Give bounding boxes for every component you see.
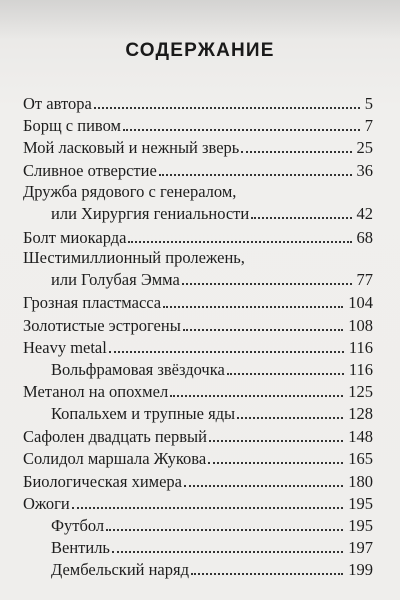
toc-entry-title: Сливное отверстие [23, 161, 157, 180]
toc-entry-page: 104 [348, 293, 373, 312]
toc-entry [23, 291, 373, 313]
toc-subentry [51, 358, 373, 380]
toc-entry-title: Футбол [51, 516, 105, 535]
toc-entry [51, 202, 373, 224]
toc-entry-title: Мой ласковый и нежный зверь [23, 138, 240, 157]
toc-entry-continuation: или Голубая Эмма [51, 270, 180, 289]
page-title: СОДЕРЖАНИЕ [125, 40, 275, 61]
toc-entry-page: 197 [348, 538, 373, 557]
toc-entry-title: Борщ с пивом [23, 116, 121, 135]
toc-subentry [51, 536, 373, 558]
dot-leader [112, 551, 343, 553]
toc-entry-page: 116 [348, 360, 373, 379]
toc-entry-page: 42 [356, 204, 373, 223]
dot-leader [163, 306, 343, 308]
toc-entry-title: Солидол маршала Жукова [23, 449, 207, 468]
dot-leader [183, 329, 343, 331]
toc-entry [23, 226, 373, 248]
dot-leader [94, 107, 360, 109]
toc-entry-title: Heavy metal [23, 338, 107, 357]
toc-entry-page: 148 [348, 427, 373, 446]
toc-entry [51, 268, 373, 290]
dot-leader [123, 129, 360, 131]
toc-entry [23, 447, 373, 469]
toc-entry-page: 195 [348, 516, 373, 535]
toc-entry-page: 180 [348, 472, 373, 491]
toc-subentry [51, 514, 373, 536]
toc-entry-page: 77 [356, 270, 373, 289]
toc-entry-title: Болт миокарда [23, 228, 127, 247]
toc-entry-title: Вентиль [51, 538, 110, 557]
toc-entry [23, 92, 373, 114]
toc-entry-title: Вольфрамовая звёздочка [51, 360, 225, 379]
toc-entry-title: От автора [23, 94, 92, 113]
toc-entry-title: Шестимиллионный пролежень, [23, 248, 245, 267]
dot-leader [106, 529, 343, 531]
toc-entry [23, 136, 373, 158]
dot-leader [170, 395, 343, 397]
toc-entry [23, 470, 373, 492]
toc-entry-page: 199 [348, 560, 373, 579]
toc-entry-page: 5 [364, 94, 373, 113]
toc-entry [23, 159, 373, 181]
dot-leader [208, 462, 343, 464]
toc-entry-continuation: или Хирургия гениальности [51, 204, 250, 223]
toc-entry-page: 25 [356, 138, 373, 157]
dot-leader [227, 373, 344, 375]
toc-entry-title: Копальхем и трупные яды [51, 404, 236, 423]
toc-entry-page: 7 [364, 116, 373, 135]
dot-leader [251, 217, 351, 219]
toc-entry [23, 425, 373, 447]
faded-top-text [0, 0, 400, 40]
dot-leader [209, 440, 343, 442]
toc-entry [23, 380, 373, 402]
dot-leader [159, 174, 352, 176]
dot-leader [191, 573, 343, 575]
toc-entry-title: Биологическая химера [23, 472, 182, 491]
dot-leader [182, 283, 352, 285]
toc-entry [23, 492, 373, 514]
toc-entry [23, 336, 373, 358]
dot-leader [72, 507, 343, 509]
toc-entry-page: 108 [348, 316, 373, 335]
dot-leader [237, 417, 343, 419]
toc-entry-title: Сафолен двадцать первый [23, 427, 207, 446]
toc-subentry [51, 402, 373, 424]
toc-entry-page: 125 [348, 382, 373, 401]
toc-subentry [51, 558, 373, 580]
toc-entry-page: 116 [348, 338, 373, 357]
toc-entry-page: 128 [348, 404, 373, 423]
toc-entry-title: Дружба рядового с генералом, [23, 182, 237, 201]
dot-leader [184, 485, 343, 487]
dot-leader [241, 151, 351, 153]
dot-leader [128, 241, 351, 243]
toc-entry [23, 114, 373, 136]
toc-entry-title: Золотистые эстрогены [23, 316, 181, 335]
toc-entry-title: Дембельский наряд [51, 560, 189, 579]
toc-entry-page: 68 [356, 228, 373, 247]
toc-entry-page: 195 [348, 494, 373, 513]
toc-entry [23, 314, 373, 336]
dot-leader [109, 351, 344, 353]
toc-entry-page: 36 [356, 161, 373, 180]
toc-entry-title: Ожоги [23, 494, 70, 513]
toc-entry-title: Метанол на опохмел [23, 382, 169, 401]
toc-entry-page: 165 [348, 449, 373, 468]
toc-entry-title: Грозная пластмасса [23, 293, 162, 312]
